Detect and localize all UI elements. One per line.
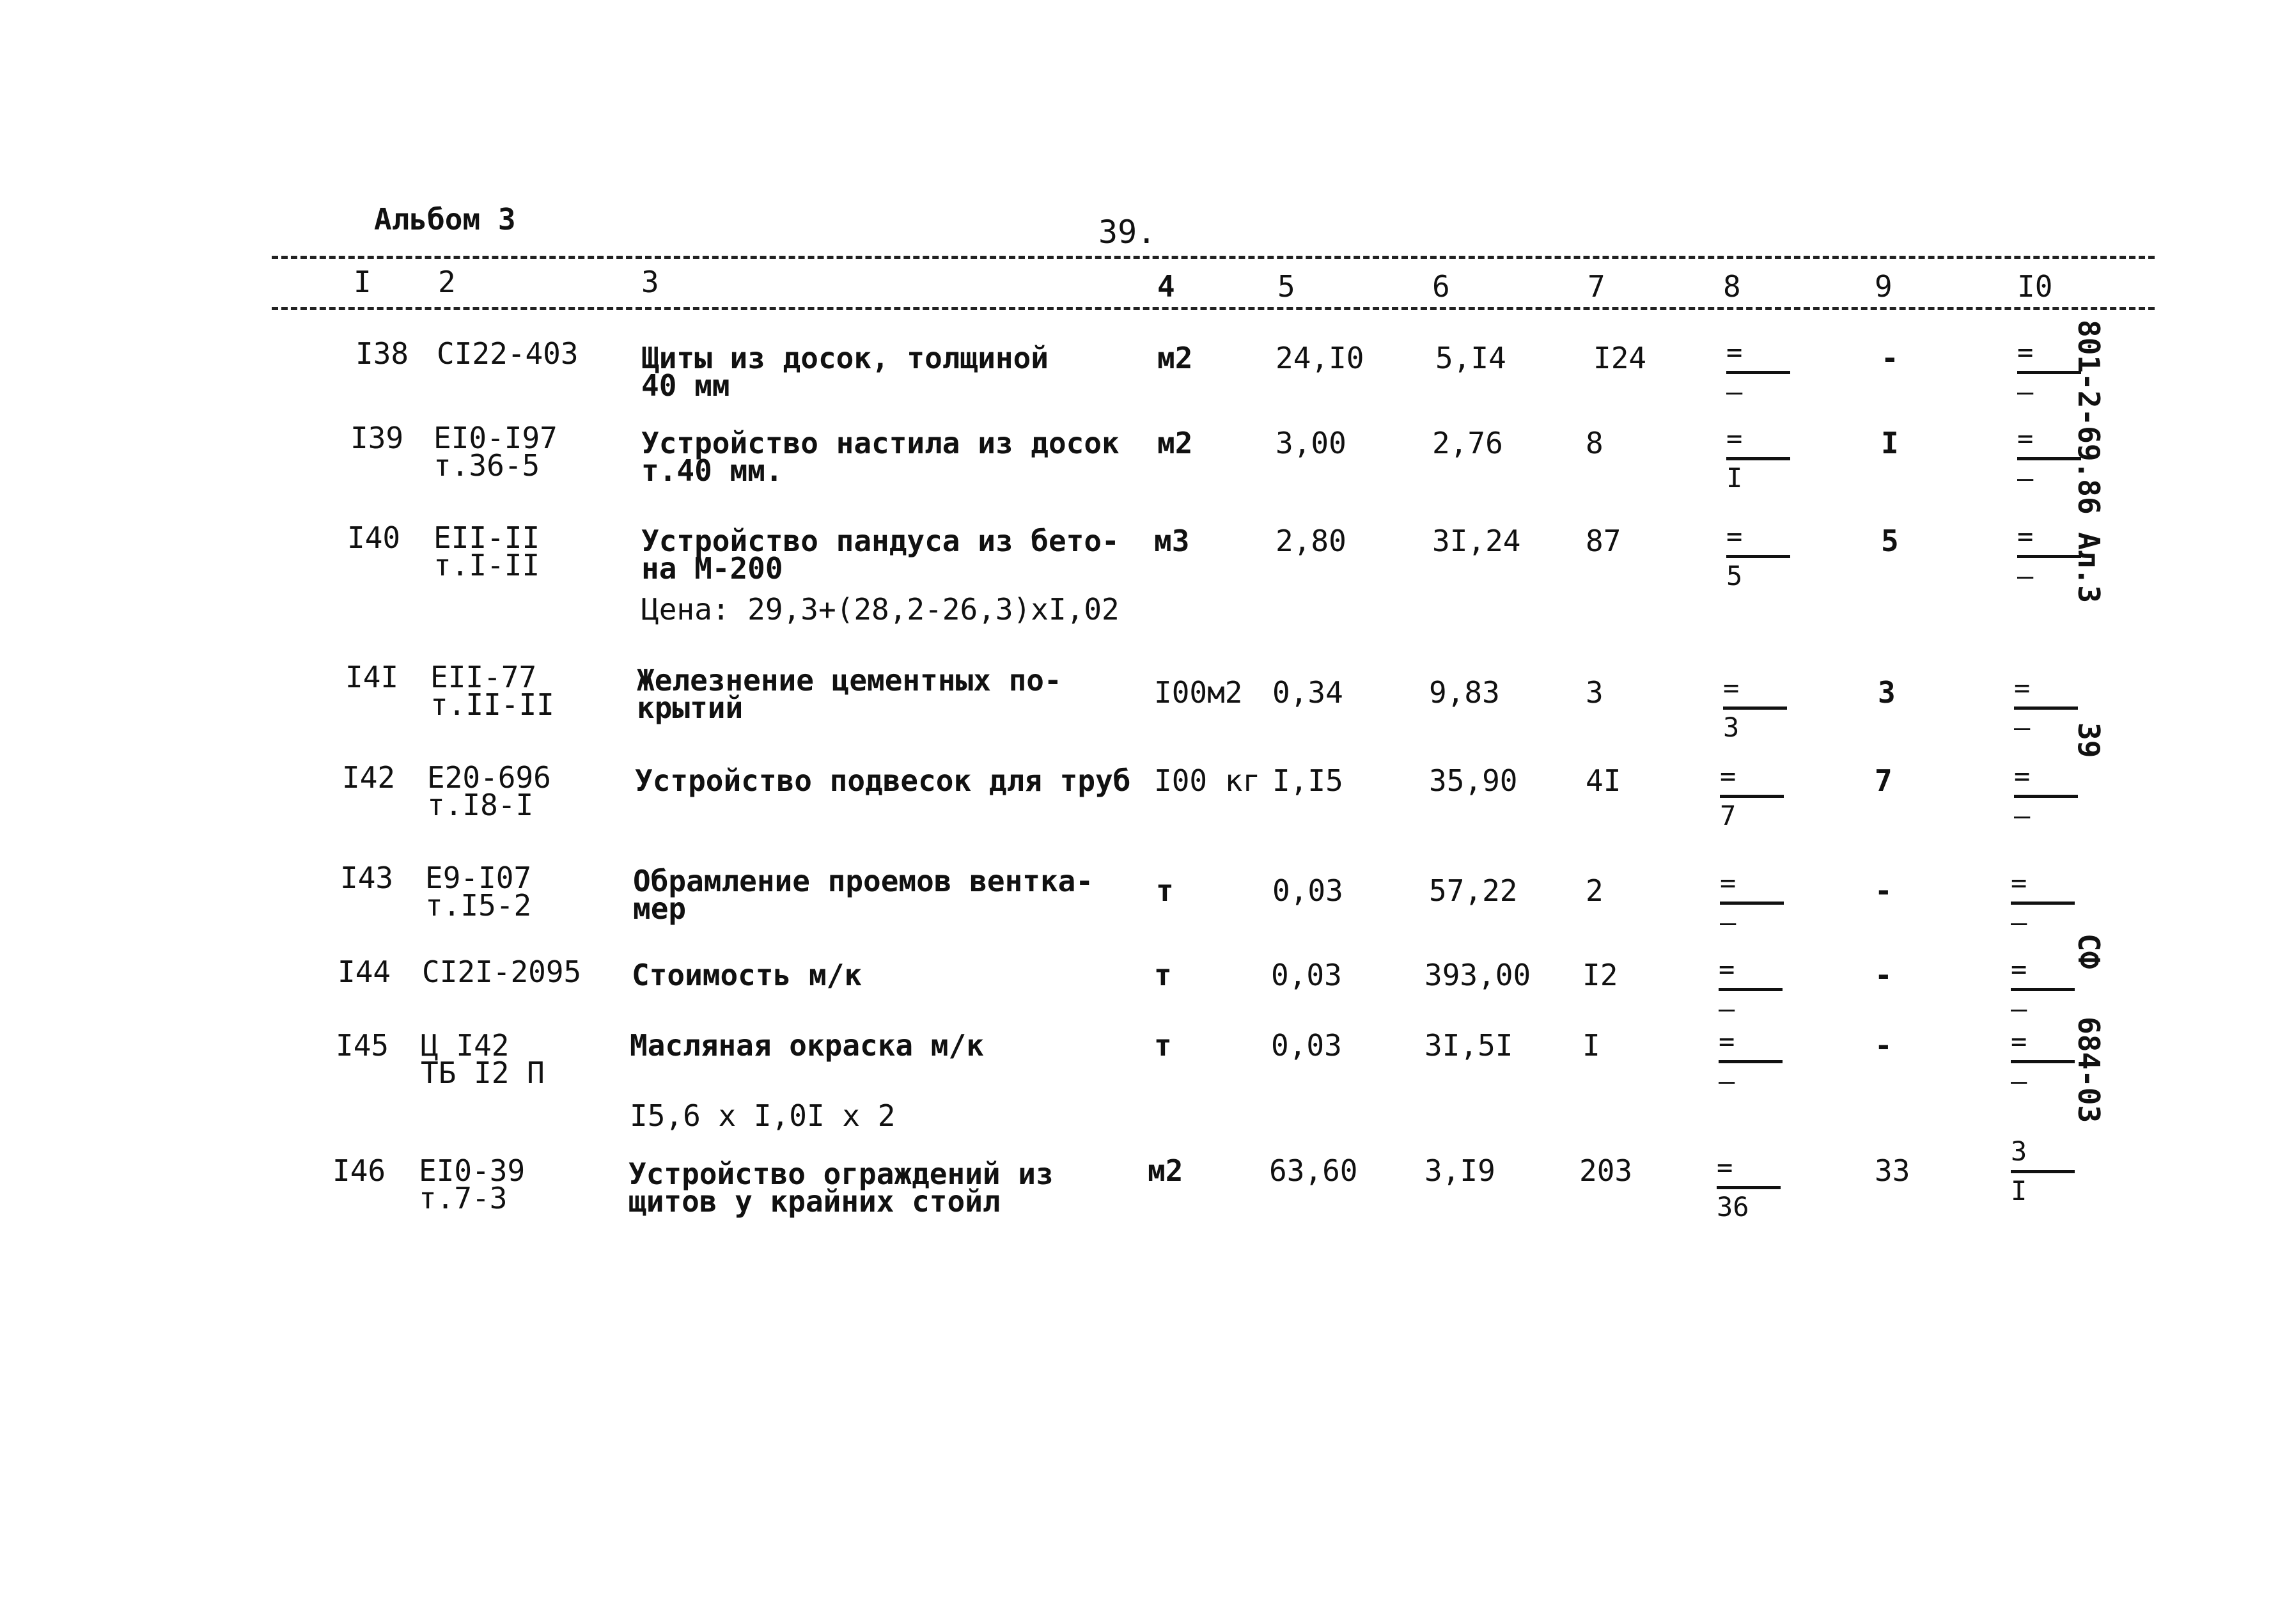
fraction-bar bbox=[1719, 1060, 1783, 1063]
row-price-note: Цена: 29,3+(28,2-26,3)xI,02 bbox=[641, 592, 1120, 627]
col-header-3: 3 bbox=[641, 265, 659, 299]
row-price: 9,83 bbox=[1429, 675, 1500, 710]
fraction-top: = bbox=[2017, 520, 2034, 552]
row-qty: 63,60 bbox=[1269, 1153, 1358, 1188]
row-qty: 0,03 bbox=[1271, 1028, 1342, 1063]
fraction-bottom: – bbox=[2011, 907, 2027, 938]
fraction-bottom: – bbox=[1719, 993, 1735, 1024]
row-col9: 3 bbox=[1878, 675, 1896, 710]
row-description: Стоимость м/к bbox=[632, 958, 862, 992]
row-description: Масляная окраска м/к bbox=[630, 1028, 984, 1063]
row-qty: 3,00 bbox=[1276, 426, 1346, 460]
row-unit: т bbox=[1156, 873, 1174, 908]
fraction-bar bbox=[2011, 1170, 2075, 1173]
fraction-top: = bbox=[2011, 953, 2027, 985]
row-qty: 0,03 bbox=[1271, 958, 1342, 992]
row-unit: м2 bbox=[1157, 341, 1193, 375]
fraction-bar bbox=[1717, 1186, 1781, 1189]
row-code: т.I5-2 bbox=[425, 888, 532, 923]
fraction-bottom: 36 bbox=[1717, 1191, 1749, 1222]
row-qty: 2,80 bbox=[1276, 524, 1346, 558]
row-total: 8 bbox=[1586, 426, 1604, 460]
row-qty: 0,03 bbox=[1272, 873, 1343, 908]
fraction-top: = bbox=[1723, 672, 1740, 703]
fraction-top: = bbox=[1726, 423, 1743, 454]
row-description: крытий bbox=[637, 691, 744, 725]
fraction-bottom: 5 bbox=[1726, 560, 1743, 591]
row-number: I46 bbox=[332, 1153, 386, 1188]
fraction-bar bbox=[1726, 555, 1790, 558]
margin-note-project-code: 801-2-69.86 Ал.3 bbox=[2072, 320, 2106, 604]
fraction-bottom: – bbox=[1726, 376, 1743, 407]
fraction-bar bbox=[1726, 457, 1790, 460]
row-price: 5,I4 bbox=[1435, 341, 1506, 375]
row-code: E9-I07 bbox=[425, 861, 532, 895]
row-description: Устройство пандуса из бето- bbox=[641, 524, 1120, 558]
row-total: I bbox=[1582, 1028, 1600, 1063]
col-header-8: 8 bbox=[1723, 269, 1741, 304]
fraction-bar bbox=[2011, 902, 2075, 905]
row-unit: т bbox=[1154, 958, 1172, 992]
row-number: I40 bbox=[347, 520, 401, 555]
row-code: EII-II bbox=[433, 520, 540, 555]
fraction-bottom: 7 bbox=[1720, 800, 1736, 831]
row-price: 35,90 bbox=[1429, 763, 1518, 798]
row-number: I39 bbox=[350, 421, 404, 455]
row-code: т.7-3 bbox=[419, 1181, 508, 1215]
fraction-bottom: – bbox=[2014, 712, 2031, 743]
row-unit: I00 кг bbox=[1154, 763, 1261, 798]
row-description: 40 мм bbox=[641, 368, 730, 403]
row-calc-note: I5,6 x I,0I x 2 bbox=[630, 1098, 896, 1133]
row-description: Устройство настила из досок bbox=[641, 426, 1120, 460]
fraction-bottom: I bbox=[2011, 1175, 2027, 1206]
row-number: I44 bbox=[338, 955, 391, 989]
col-header-10: I0 bbox=[2017, 269, 2053, 304]
row-price: 3I,5I bbox=[1424, 1028, 1513, 1063]
header-rule-top bbox=[272, 256, 2155, 259]
fraction-bottom: I bbox=[1726, 462, 1743, 494]
row-col9: 5 bbox=[1881, 524, 1899, 558]
fraction-bottom: – bbox=[2017, 376, 2034, 407]
row-code: т.36-5 bbox=[433, 448, 540, 483]
fraction-top: = bbox=[2011, 1026, 2027, 1057]
fraction-bottom: – bbox=[2017, 560, 2034, 591]
row-code: EI0-39 bbox=[419, 1153, 526, 1188]
row-number: I45 bbox=[336, 1028, 389, 1063]
fraction-bottom: 3 bbox=[1723, 712, 1740, 743]
row-description: мер bbox=[633, 891, 687, 926]
row-code: E20-696 bbox=[427, 760, 551, 795]
row-total: 4I bbox=[1586, 763, 1621, 798]
fraction-bar bbox=[2014, 707, 2078, 710]
row-code: т.I8-I bbox=[427, 788, 534, 822]
header-rule-bottom bbox=[272, 307, 2155, 310]
row-qty: 0,34 bbox=[1272, 675, 1343, 710]
row-unit: м2 bbox=[1157, 426, 1193, 460]
row-description: т.40 мм. bbox=[641, 453, 783, 488]
row-total: 87 bbox=[1586, 524, 1621, 558]
fraction-top: 3 bbox=[2011, 1136, 2027, 1167]
fraction-top: = bbox=[1717, 1152, 1733, 1183]
row-total: I24 bbox=[1593, 341, 1647, 375]
fraction-top: = bbox=[1726, 336, 1743, 368]
row-description: Обрамление проемов вентка- bbox=[633, 864, 1094, 898]
fraction-bar bbox=[2014, 795, 2078, 798]
margin-note-sf: СФ bbox=[2072, 933, 2106, 969]
fraction-bottom: – bbox=[2011, 1065, 2027, 1097]
fraction-top: = bbox=[1726, 520, 1743, 552]
margin-note-page: 39 bbox=[2072, 722, 2106, 758]
row-col9: - bbox=[1881, 341, 1899, 375]
row-code: Ц I42 bbox=[421, 1028, 510, 1063]
row-unit: I00м2 bbox=[1154, 675, 1243, 710]
row-code: CI22-403 bbox=[437, 336, 579, 371]
row-qty: 24,I0 bbox=[1276, 341, 1364, 375]
row-price: 393,00 bbox=[1424, 958, 1531, 992]
row-code: т.II-II bbox=[430, 687, 554, 722]
row-description: щитов у крайних стойл bbox=[628, 1184, 1001, 1219]
fraction-bar bbox=[1720, 902, 1784, 905]
margin-note-code: 684-03 bbox=[2072, 1017, 2106, 1123]
row-description: на М-200 bbox=[641, 551, 783, 586]
fraction-top: = bbox=[2011, 867, 2027, 898]
fraction-bar bbox=[1719, 988, 1783, 991]
fraction-top: = bbox=[1720, 760, 1736, 792]
fraction-top: = bbox=[1720, 867, 1736, 898]
row-price: 3I,24 bbox=[1432, 524, 1521, 558]
row-total: 2 bbox=[1586, 873, 1604, 908]
row-total: 203 bbox=[1579, 1153, 1633, 1188]
row-col9: - bbox=[1875, 958, 1892, 992]
fraction-bottom: – bbox=[1720, 907, 1736, 938]
col-header-6: 6 bbox=[1432, 269, 1450, 304]
fraction-top: = bbox=[1719, 953, 1735, 985]
fraction-bar bbox=[2011, 988, 2075, 991]
fraction-top: = bbox=[2017, 336, 2034, 368]
row-total: I2 bbox=[1582, 958, 1618, 992]
fraction-bar bbox=[2011, 1060, 2075, 1063]
fraction-bar bbox=[1726, 371, 1790, 374]
row-number: I43 bbox=[340, 861, 394, 895]
row-total: 3 bbox=[1586, 675, 1604, 710]
row-number: I42 bbox=[342, 760, 396, 795]
fraction-bar bbox=[1720, 795, 1784, 798]
row-qty: I,I5 bbox=[1272, 763, 1343, 798]
fraction-bar bbox=[1723, 707, 1787, 710]
row-code: т.I-II bbox=[433, 548, 540, 582]
row-description: Устройство подвесок для труб bbox=[635, 763, 1131, 798]
col-header-7: 7 bbox=[1588, 269, 1605, 304]
album-label: Альбом 3 bbox=[374, 202, 516, 237]
col-header-1: I bbox=[354, 265, 371, 299]
fraction-bottom: – bbox=[1719, 1065, 1735, 1097]
row-number: I38 bbox=[355, 336, 409, 371]
row-description: Устройство ограждений из bbox=[628, 1157, 1054, 1191]
row-price: 3,I9 bbox=[1424, 1153, 1495, 1188]
col-header-2: 2 bbox=[438, 265, 456, 299]
row-code: EII-77 bbox=[430, 660, 537, 694]
row-description: Железнение цементных по- bbox=[637, 663, 1062, 698]
row-col9: - bbox=[1875, 873, 1892, 908]
row-number: I4I bbox=[345, 660, 399, 694]
row-unit: м2 bbox=[1148, 1153, 1183, 1188]
row-price: 2,76 bbox=[1432, 426, 1503, 460]
fraction-bottom: – bbox=[2017, 462, 2034, 494]
page-number: 39. bbox=[1098, 214, 1157, 251]
row-description: Щиты из досок, толщиной bbox=[641, 341, 1049, 375]
col-header-9: 9 bbox=[1875, 269, 1892, 304]
col-header-4: 4 bbox=[1157, 269, 1175, 304]
row-code: ТБ I2 П bbox=[421, 1056, 545, 1090]
row-price: 57,22 bbox=[1429, 873, 1518, 908]
col-header-5: 5 bbox=[1277, 269, 1295, 304]
fraction-top: = bbox=[2017, 423, 2034, 454]
fraction-bottom: – bbox=[2011, 993, 2027, 1024]
row-unit: т bbox=[1154, 1028, 1172, 1063]
fraction-top: = bbox=[2014, 760, 2031, 792]
fraction-bottom: – bbox=[2014, 800, 2031, 831]
fraction-top: = bbox=[2014, 672, 2031, 703]
row-col9: I bbox=[1881, 426, 1899, 460]
row-col9: 33 bbox=[1875, 1153, 1910, 1188]
row-unit: м3 bbox=[1154, 524, 1190, 558]
row-col9: 7 bbox=[1875, 763, 1892, 798]
row-code: CI2I-2095 bbox=[422, 955, 582, 989]
row-code: EI0-I97 bbox=[433, 421, 558, 455]
fraction-top: = bbox=[1719, 1026, 1735, 1057]
row-col9: - bbox=[1875, 1028, 1892, 1063]
